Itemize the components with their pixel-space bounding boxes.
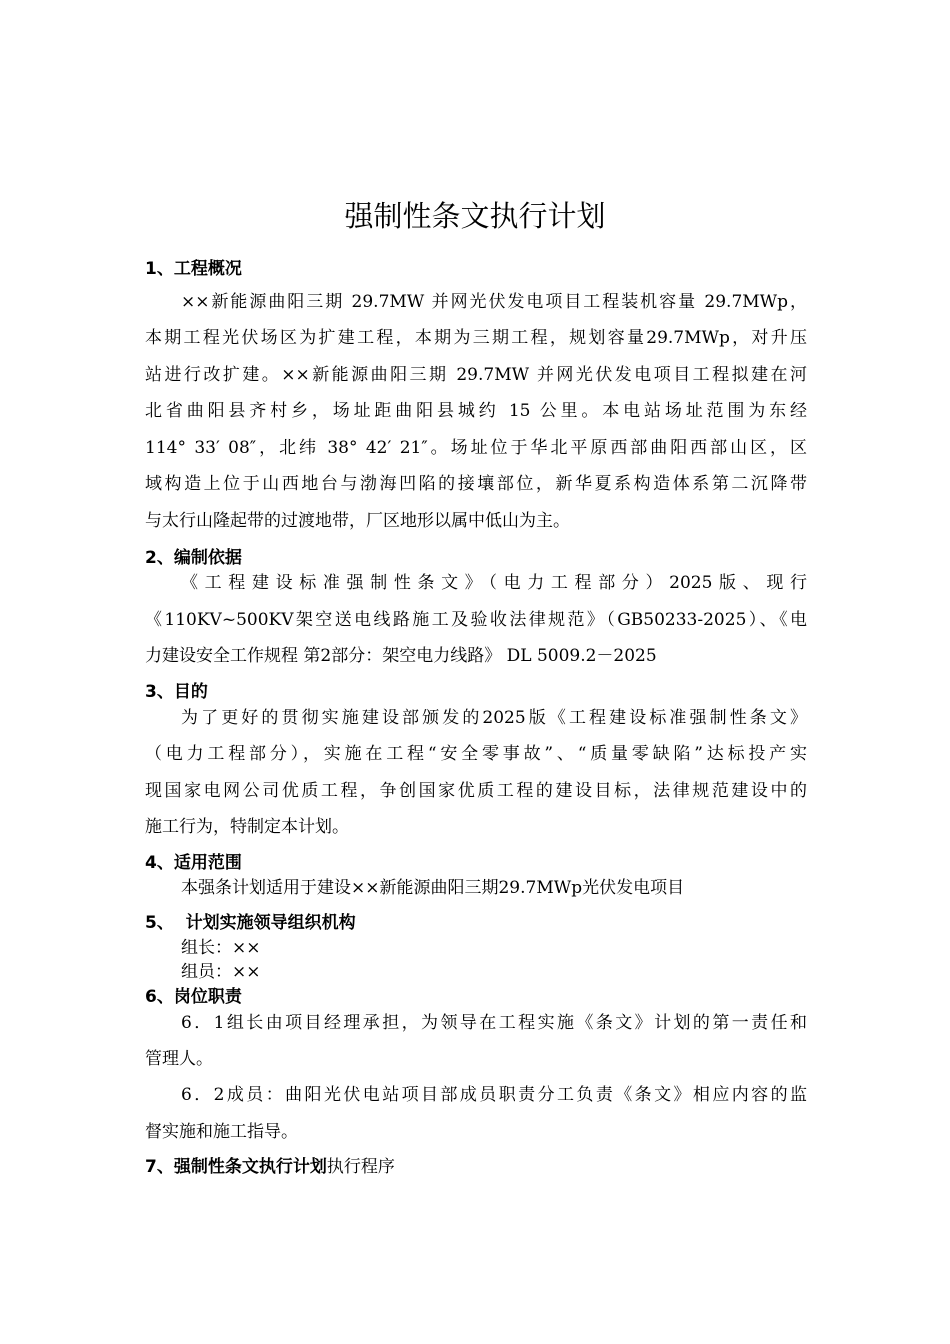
section-6-heading: 6、岗位职责 xyxy=(145,987,242,1007)
section-3-line: 为了更好的贯彻实施建设部颁发的2025版《工程建设标准强制性条文》 xyxy=(181,708,807,728)
section-6-line: 督实施和施工指导。 xyxy=(145,1122,298,1142)
section-1-line: ××新能源曲阳三期 29.7MW 并网光伏发电项目工程装机容量 29.7MWp， xyxy=(181,292,807,312)
section-5-line: 组长：×× xyxy=(181,938,261,958)
section-3-line: （电力工程部分），实施在工程“安全零事故”、“质量零缺陷”达标投产实 xyxy=(145,744,807,764)
section-5-heading: 5、 计划实施领导组织机构 xyxy=(145,913,356,933)
section-4-line: 本强条计划适用于建设××新能源曲阳三期29.7MWp光伏发电项目 xyxy=(181,878,685,898)
section-3-line: 现国家电网公司优质工程，争创国家优质工程的建设目标，法律规范建设中的 xyxy=(145,781,807,801)
section-2-line: 《110KV~500KV架空送电线路施工及验收法律规范》（GB50233-2025）、《电 xyxy=(145,610,807,630)
section-5-line: 组员：×× xyxy=(181,962,261,982)
section-4-heading: 4、适用范围 xyxy=(145,853,242,873)
section-7-heading-suffix: 执行程序 xyxy=(326,1157,395,1177)
section-3-line: 施工行为，特制定本计划。 xyxy=(145,817,349,837)
section-1-line: 114° 33′ 08″，北纬 38° 42′ 21″。场址位于华北平原西部曲阳西部山区，区 xyxy=(145,438,807,458)
section-1-heading: 1、工程概况 xyxy=(145,259,242,279)
section-3-heading: 3、目的 xyxy=(145,682,208,702)
section-2-heading: 2、编制依据 xyxy=(145,548,242,568)
section-6-line: 管理人。 xyxy=(145,1049,213,1069)
section-1-line: 本期工程光伏场区为扩建工程，本期为三期工程，规划容量29.7MWp，对升压 xyxy=(145,328,807,348)
section-7-heading-bold: 7、强制性条文执行计划 xyxy=(145,1157,327,1177)
document-title: 强制性条文执行计划 xyxy=(344,199,606,233)
section-1-line: 与太行山隆起带的过渡地带，厂区地形以属中低山为主。 xyxy=(145,511,570,531)
section-1-line: 站进行改扩建。××新能源曲阳三期 29.7MW 并网光伏发电项目工程拟建在河 xyxy=(145,365,807,385)
section-2-line: 力建设安全工作规程 第2部分：架空电力线路》 DL 5009.2－2025 xyxy=(145,646,657,666)
section-1-line: 域构造上位于山西地台与渤海凹陷的接壤部位，新华夏系构造体系第二沉降带 xyxy=(145,474,807,494)
section-2-line: 《工程建设标准强制性条文》（电力工程部分）2025版、现行 xyxy=(181,573,807,593)
section-7-heading xyxy=(145,1155,395,1179)
section-6-line: 6．2成员：曲阳光伏电站项目部成员职责分工负责《条文》相应内容的监 xyxy=(181,1085,807,1105)
section-6-line: 6．1组长由项目经理承担，为领导在工程实施《条文》计划的第一责任和 xyxy=(181,1013,807,1033)
section-1-line: 北省曲阳县齐村乡，场址距曲阳县城约 15 公里。本电站场址范围为东经 xyxy=(145,401,807,421)
